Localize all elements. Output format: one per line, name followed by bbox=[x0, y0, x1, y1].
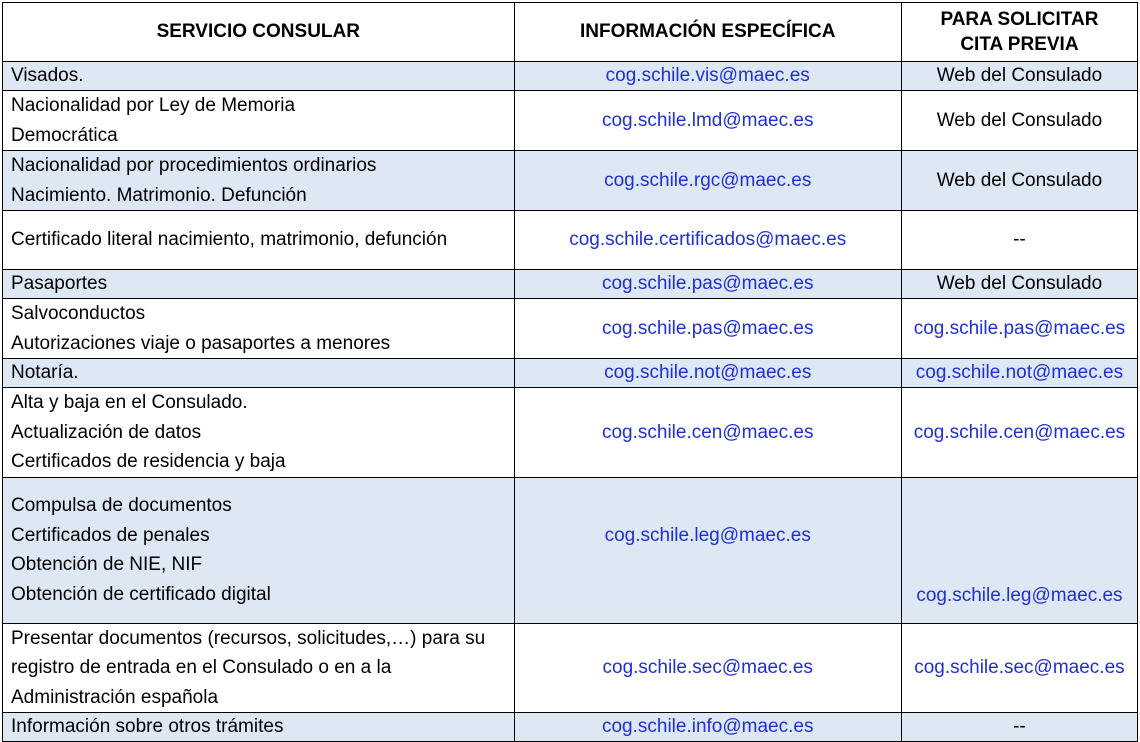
service-line: Alta y baja en el Consulado. bbox=[11, 392, 248, 413]
service-cell bbox=[3, 91, 515, 151]
info-email-cell bbox=[514, 91, 901, 151]
service-cell bbox=[3, 299, 515, 359]
service-line: Obtención de certificado digital bbox=[11, 583, 271, 605]
service-line: Certificados de residencia y baja bbox=[11, 451, 286, 472]
appointment-cell bbox=[901, 270, 1137, 299]
service-cell bbox=[3, 623, 515, 713]
header-appointment-line2: CITA PREVIA bbox=[960, 34, 1079, 55]
header-info: INFORMACIÓN ESPECÍFICA bbox=[514, 3, 901, 62]
header-appointment bbox=[901, 3, 1137, 62]
service-line: Nacionalidad por Ley de Memoria bbox=[11, 95, 296, 116]
appointment-cell bbox=[901, 151, 1137, 211]
appointment-text: Web del Consulado bbox=[936, 273, 1103, 294]
table-row bbox=[3, 388, 1138, 478]
service-line: Democrática bbox=[11, 124, 118, 146]
table-row bbox=[3, 359, 1138, 388]
service-cell bbox=[3, 211, 515, 270]
table-row bbox=[3, 62, 1138, 91]
info-email-cell bbox=[514, 713, 901, 742]
info-email-link[interactable]: cog.schile.vis@maec.es bbox=[605, 65, 810, 86]
info-email-cell bbox=[514, 62, 901, 91]
appointment-text: Web del Consulado bbox=[936, 109, 1103, 131]
appointment-text: Web del Consulado bbox=[936, 65, 1103, 86]
appointment-email-link[interactable]: cog.schile.sec@maec.es bbox=[914, 657, 1125, 678]
info-email-cell bbox=[514, 359, 901, 388]
header-appointment-line1: PARA SOLICITAR bbox=[940, 9, 1099, 30]
info-email-link[interactable]: cog.schile.pas@maec.es bbox=[601, 317, 814, 339]
service-line: Nacimiento. Matrimonio. Defunción bbox=[11, 184, 307, 206]
appointment-cell bbox=[901, 91, 1137, 151]
service-line: Salvoconductos bbox=[11, 303, 146, 324]
info-email-cell bbox=[514, 211, 901, 270]
info-email-cell bbox=[514, 623, 901, 713]
appointment-text: -- bbox=[1013, 716, 1026, 737]
table-row bbox=[3, 211, 1138, 270]
info-email-cell bbox=[514, 388, 901, 478]
service-line: Notaría. bbox=[11, 362, 79, 383]
info-email-cell bbox=[514, 477, 901, 623]
appointment-cell bbox=[901, 211, 1137, 270]
info-email-link[interactable]: cog.schile.pas@maec.es bbox=[601, 273, 814, 294]
service-line: Obtención de NIE, NIF bbox=[11, 554, 203, 575]
service-cell bbox=[3, 62, 515, 91]
info-email-link[interactable]: cog.schile.cen@maec.es bbox=[601, 421, 814, 443]
appointment-cell bbox=[901, 713, 1137, 742]
table-row bbox=[3, 713, 1138, 742]
header-service: SERVICIO CONSULAR bbox=[3, 3, 515, 62]
appointment-email-link[interactable]: cog.schile.not@maec.es bbox=[915, 362, 1124, 383]
appointment-cell bbox=[901, 62, 1137, 91]
appointment-cell bbox=[901, 388, 1137, 478]
appointment-email-link[interactable]: cog.schile.pas@maec.es bbox=[913, 317, 1126, 339]
info-email-link[interactable]: cog.schile.certificados@maec.es bbox=[569, 229, 847, 251]
service-cell bbox=[3, 359, 515, 388]
table-row bbox=[3, 477, 1138, 623]
info-email-cell bbox=[514, 299, 901, 359]
consular-services-table bbox=[2, 2, 1138, 742]
service-line: Nacionalidad por procedimientos ordinarios bbox=[11, 155, 377, 176]
service-cell bbox=[3, 477, 515, 623]
service-line: Certificado literal nacimiento, matrimonio, defunción bbox=[11, 229, 448, 251]
info-email-link[interactable]: cog.schile.info@maec.es bbox=[601, 716, 814, 737]
appointment-email-link[interactable]: cog.schile.leg@maec.es bbox=[916, 585, 1123, 606]
service-cell bbox=[3, 388, 515, 478]
service-cell bbox=[3, 713, 515, 742]
service-cell bbox=[3, 270, 515, 299]
table-row bbox=[3, 299, 1138, 359]
info-email-link[interactable]: cog.schile.rgc@maec.es bbox=[604, 169, 812, 191]
appointment-email-link[interactable]: cog.schile.cen@maec.es bbox=[913, 421, 1126, 443]
service-cell bbox=[3, 151, 515, 211]
appointment-cell bbox=[901, 299, 1137, 359]
table-row bbox=[3, 623, 1138, 713]
appointment-cell bbox=[901, 477, 1137, 623]
service-line: Actualización de datos bbox=[11, 421, 202, 443]
info-email-cell bbox=[514, 270, 901, 299]
appointment-text: -- bbox=[1013, 229, 1026, 251]
service-line: Certificados de penales bbox=[11, 524, 210, 546]
appointment-text: Web del Consulado bbox=[936, 169, 1103, 191]
service-line: Compulsa de documentos bbox=[11, 495, 232, 516]
service-line: Presentar documentos (recursos, solicitudes,…) para su registro de entrada en el Consulado o en a la Administración española bbox=[11, 627, 486, 708]
table-row bbox=[3, 91, 1138, 151]
info-email-link[interactable]: cog.schile.not@maec.es bbox=[604, 362, 812, 383]
info-email-link[interactable]: cog.schile.sec@maec.es bbox=[602, 657, 813, 678]
table-row bbox=[3, 270, 1138, 299]
info-email-link[interactable]: cog.schile.leg@maec.es bbox=[604, 525, 811, 547]
appointment-cell bbox=[901, 359, 1137, 388]
table-row bbox=[3, 151, 1138, 211]
table-header-row bbox=[3, 3, 1138, 62]
service-line: Información sobre otros trámites bbox=[11, 716, 284, 737]
appointment-cell bbox=[901, 623, 1137, 713]
info-email-link[interactable]: cog.schile.lmd@maec.es bbox=[601, 109, 814, 131]
info-email-cell bbox=[514, 151, 901, 211]
service-line: Autorizaciones viaje o pasaportes a menores bbox=[11, 332, 391, 354]
service-line: Pasaportes bbox=[11, 273, 108, 294]
service-line: Visados. bbox=[11, 65, 84, 86]
